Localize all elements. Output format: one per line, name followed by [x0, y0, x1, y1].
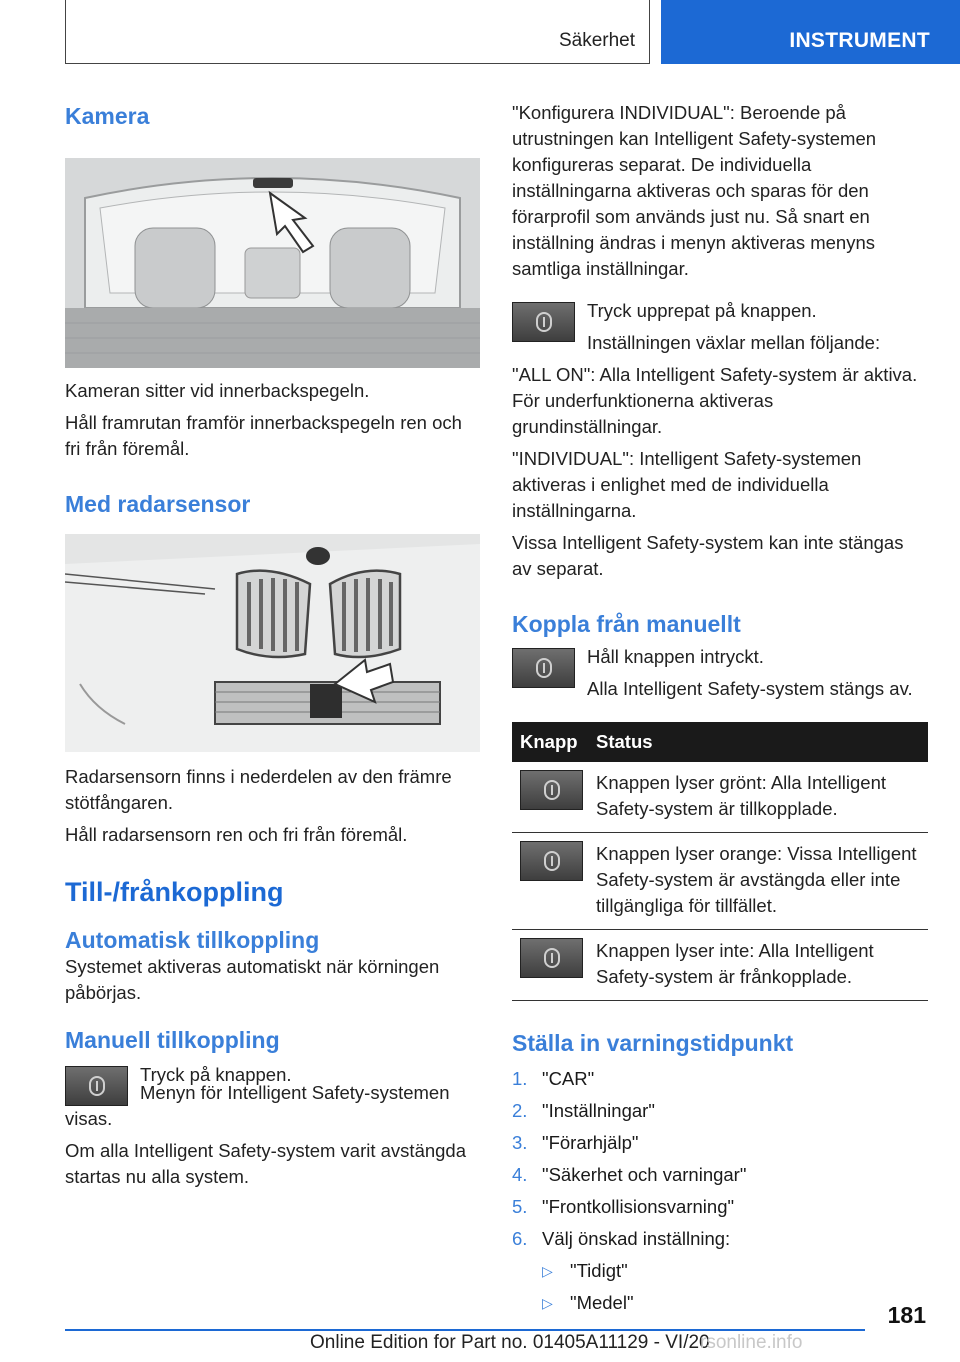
- chapter-label: INSTRUMENT: [789, 29, 930, 52]
- status-table: [512, 722, 928, 1001]
- table-header-status: Status: [588, 722, 928, 762]
- section-tab: [65, 0, 650, 64]
- stalla-heading: Ställa in varningstidpunkt: [512, 1030, 794, 1056]
- auto-heading: Automatisk tillkoppling: [65, 927, 320, 953]
- steps-list: [512, 1063, 928, 1255]
- substeps-list: [542, 1255, 928, 1319]
- repeat-instruction: [512, 298, 928, 356]
- list-item: [512, 1191, 928, 1223]
- repeat-line-1: Tryck upprepat på knappen.: [587, 300, 817, 321]
- manual-heading: Manuell tillkoppling: [65, 1027, 280, 1053]
- step-text: "Frontkollisionsvarning": [542, 1196, 735, 1217]
- radar-sensor-image: [65, 534, 480, 752]
- page-header: [0, 0, 960, 64]
- footer-divider: [65, 1329, 865, 1331]
- manual-para-2: Om alla Intelligent Safety-system varit avstängda startas nu alla system.: [65, 1140, 467, 1187]
- safety-button-icon: [512, 302, 575, 342]
- section-label: Säkerhet: [558, 30, 635, 51]
- vissa-para: Vissa Intelligent Safety-system kan inte stängas av separat.: [512, 532, 904, 579]
- table-header-row: [512, 722, 928, 762]
- koppla-instruction: [512, 644, 928, 702]
- table-cell-icon: [512, 930, 588, 1001]
- list-item: [512, 1063, 928, 1095]
- camera-interior-image: [65, 158, 480, 368]
- page-number: 181: [887, 1302, 926, 1328]
- manual-line-2-text: Menyn för Intelligent Safety-systemen visas.: [65, 1082, 450, 1129]
- list-item: [542, 1255, 928, 1287]
- step-text: "Inställningar": [542, 1100, 655, 1121]
- step-text: Välj önskad inställning:: [542, 1228, 731, 1249]
- radar-para-2: Håll radarsensorn ren och fri från föremål.: [65, 824, 408, 845]
- config-para: "Konfigurera INDIVIDUAL": Beroende på utrustningen kan Intelligent Safety-systemen konfigureras separat. De individuella inställningarna aktiveras och sparas för den förarprofil som används just nu. Så snart en inställning ändras i menyn aktiveras menyns samtliga inställningar.: [512, 102, 877, 279]
- step-text: "Förarhjälp": [542, 1132, 639, 1153]
- individual-para: "INDIVIDUAL": Intelligent Safety-systemen aktiveras i enlighet med de individuella inställningarna.: [512, 448, 862, 521]
- button-off-icon: [520, 938, 583, 978]
- table-cell-status: Knappen lyser inte: Alla Intelligent Safety-system är frånkopplade.: [588, 930, 928, 1001]
- table-cell-icon: [512, 762, 588, 833]
- table-row: [512, 762, 928, 833]
- substep-text: "Medel": [570, 1292, 634, 1313]
- list-item: [512, 1223, 928, 1255]
- list-item: [512, 1127, 928, 1159]
- triangle-bullet-icon: ▷: [542, 1295, 553, 1311]
- step-number: 1.: [512, 1068, 528, 1089]
- footer-edition: Online Edition for Part no. 01405A11129 - VI/20: [310, 1332, 710, 1353]
- safety-button-icon: [512, 648, 575, 688]
- repeat-line-2: Inställningen växlar mellan följande:: [587, 332, 881, 353]
- step-number: 6.: [512, 1228, 528, 1249]
- left-column: [65, 96, 480, 1190]
- auto-para: Systemet aktiveras automatiskt när körningen påbörjas.: [65, 956, 440, 1003]
- table-row: [512, 833, 928, 930]
- kamera-heading: Kamera: [65, 103, 150, 129]
- till-heading: Till-/frånkoppling: [65, 877, 284, 907]
- table-row: [512, 930, 928, 1001]
- button-green-icon: [520, 770, 583, 810]
- table-cell-icon: [512, 833, 588, 930]
- table-header-knapp: Knapp: [512, 722, 588, 762]
- table-cell-status: Knappen lyser orange: Vissa Intelligent Safety-system är avstängda eller inte tillgängliga för tillfället.: [588, 833, 928, 930]
- list-item: [542, 1287, 928, 1319]
- step-number: 4.: [512, 1164, 528, 1185]
- chapter-tab: [661, 0, 960, 64]
- koppla-line-2: Alla Intelligent Safety-system stängs av.: [587, 678, 913, 699]
- list-item: [512, 1159, 928, 1191]
- step-number: 5.: [512, 1196, 528, 1217]
- koppla-heading: Koppla från manuellt: [512, 611, 741, 637]
- allon-para: "ALL ON": Alla Intelligent Safety-system är aktiva. För underfunktionerna aktiveras grundinställningar.: [512, 364, 918, 437]
- radar-heading: Med radarsensor: [65, 491, 251, 517]
- substep-text: "Tidigt": [570, 1260, 628, 1281]
- kamera-para-2: Håll framrutan framför innerbackspegeln ren och fri från föremål.: [65, 412, 462, 459]
- safety-button-icon: [65, 1066, 128, 1106]
- step-text: "CAR": [542, 1068, 595, 1089]
- step-text: "Säkerhet och varningar": [542, 1164, 747, 1185]
- step-number: 3.: [512, 1132, 528, 1153]
- koppla-line-1: Håll knappen intryckt.: [587, 646, 764, 667]
- step-number: 2.: [512, 1100, 528, 1121]
- manual-line-1: Tryck på knappen.: [140, 1064, 292, 1085]
- list-item: [512, 1095, 928, 1127]
- footer-watermark: rsonline.info: [700, 1332, 803, 1353]
- triangle-bullet-icon: ▷: [542, 1263, 553, 1279]
- right-column: [512, 100, 928, 1319]
- button-orange-icon: [520, 841, 583, 881]
- table-cell-status: Knappen lyser grönt: Alla Intelligent Safety-system är tillkopplade.: [588, 762, 928, 833]
- kamera-para-1: Kameran sitter vid innerbackspegeln.: [65, 380, 370, 401]
- radar-para-1: Radarsensorn finns i nederdelen av den främre stötfångaren.: [65, 766, 452, 813]
